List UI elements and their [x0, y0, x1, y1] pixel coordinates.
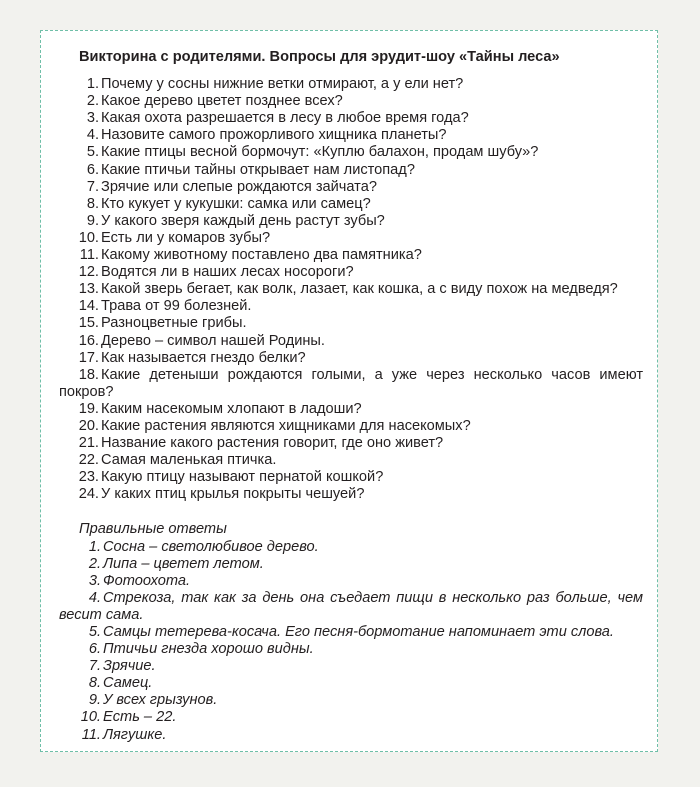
question-text: Самая маленькая птичка. [101, 452, 277, 469]
answer-item [59, 641, 643, 658]
answer-text: Самцы тетерева-косача. Его песня-бормотание напоминает эти слова. [103, 624, 614, 640]
answer-item [59, 727, 643, 744]
answer-item [59, 573, 643, 590]
question-text: Какие детеныши рождаются голыми, а уже через несколько часов имеют покров? [59, 366, 643, 400]
answer-number: 7. [88, 658, 101, 675]
question-text: Назовите самого прожорливого хищника планеты? [101, 127, 447, 144]
question-item [59, 435, 643, 452]
question-number: 24. [78, 486, 99, 503]
answer-text: Есть – 22. [103, 709, 177, 726]
question-item [59, 110, 643, 127]
question-text: Какие птицы весной бормочут: «Куплю балахон, продам шубу»? [101, 144, 539, 161]
question-number: 10. [78, 229, 99, 246]
question-number: 1. [86, 76, 99, 93]
answer-item [59, 675, 643, 692]
question-text: Зрячие или слепые рождаются зайчата? [101, 178, 377, 195]
question-number: 23. [78, 469, 99, 486]
answer-item [59, 539, 643, 556]
question-text: Какую птицу называют пернатой кошкой? [101, 469, 384, 486]
answer-item [59, 692, 643, 709]
question-text: Есть ли у комаров зубы? [101, 229, 271, 246]
question-text: Почему у сосны нижние ветки отмирают, а у ели нет? [101, 76, 464, 93]
question-number: 15. [78, 315, 99, 332]
question-item [59, 298, 643, 315]
question-item [59, 401, 643, 418]
answer-text: У всех грызунов. [103, 692, 218, 709]
answer-number: 5. [88, 624, 101, 640]
question-text: Дерево – символ нашей Родины. [101, 332, 325, 349]
question-text: Какая охота разрешается в лесу в любое время года? [101, 110, 469, 127]
question-item [59, 76, 643, 93]
question-number: 7. [86, 178, 99, 195]
answer-text: Лягушке. [103, 726, 167, 743]
question-number: 6. [86, 161, 99, 178]
answer-number: 11. [81, 726, 101, 743]
question-text: Кто кукует у кукушки: самка или самец? [101, 195, 371, 212]
question-number: 8. [86, 195, 99, 212]
question-item [59, 350, 643, 367]
question-text: Какому животному поставлено два памятника? [101, 247, 422, 264]
answer-text: Сосна – светолюбивое дерево. [103, 538, 319, 555]
questions-list [59, 76, 643, 503]
question-number: 17. [78, 349, 99, 366]
answers-heading: Правильные ответы [79, 521, 227, 538]
question-number: 18. [78, 366, 99, 383]
question-number: 22. [78, 452, 99, 469]
question-item [59, 486, 643, 503]
question-number: 5. [86, 144, 99, 161]
question-item [59, 469, 643, 486]
question-number: 4. [86, 127, 99, 144]
answer-number: 4. [88, 589, 101, 606]
question-number: 12. [78, 264, 99, 281]
answers-section [59, 521, 643, 743]
question-number: 9. [86, 212, 99, 229]
answer-number: 6. [88, 641, 101, 658]
question-text: Какие птичьи тайны открывает нам листопад? [101, 161, 415, 178]
question-item [59, 196, 643, 213]
answer-text: Липа – цветет летом. [103, 555, 264, 572]
answer-number: 9. [88, 692, 101, 709]
question-item [59, 418, 643, 435]
question-text: Какие растения являются хищниками для насекомых? [101, 417, 471, 434]
question-number: 20. [78, 417, 99, 434]
question-text: Какой зверь бегает, как волк, лазает, как кошка, а с виду похож на медведя? [101, 281, 618, 298]
answer-item [59, 590, 643, 624]
question-item [59, 264, 643, 281]
answer-text: Самец. [103, 675, 153, 692]
question-item [59, 315, 643, 332]
question-text: Разноцветные грибы. [101, 315, 247, 332]
question-item [59, 367, 643, 401]
question-number: 16. [78, 332, 99, 349]
question-number: 21. [78, 435, 99, 452]
question-text: Каким насекомым хлопают в ладоши? [101, 400, 362, 417]
question-item [59, 230, 643, 247]
quiz-card [40, 30, 658, 752]
quiz-content [59, 49, 643, 744]
question-item [59, 179, 643, 196]
question-item [59, 333, 643, 350]
question-number: 11. [79, 247, 99, 264]
question-text: У каких птиц крылья покрыты чешуей? [101, 486, 365, 503]
answer-item [59, 658, 643, 675]
answer-item [59, 709, 643, 726]
question-text: У какого зверя каждый день растут зубы? [101, 212, 385, 229]
question-item [59, 452, 643, 469]
question-item [59, 213, 643, 230]
question-item [59, 93, 643, 110]
answer-text: Стрекоза, так как за день она съедает пищи в несколько раз больше, чем весит сама. [59, 589, 643, 623]
question-text: Как называется гнездо белки? [101, 349, 306, 366]
answer-number: 1. [88, 538, 101, 555]
answer-text: Фотоохота. [103, 572, 191, 589]
question-item [59, 247, 643, 264]
answer-number: 8. [88, 675, 101, 692]
question-item [59, 162, 643, 179]
answer-number: 3. [88, 572, 101, 589]
question-text: Водятся ли в наших лесах носороги? [101, 264, 354, 281]
answer-number: 2. [88, 555, 101, 572]
answer-text: Птичьи гнезда хорошо видны. [103, 641, 314, 658]
question-number: 2. [86, 93, 99, 110]
page-title: Викторина с родителями. Вопросы для эрудит-шоу «Тайны леса» [79, 49, 560, 65]
answer-text: Зрячие. [103, 658, 156, 675]
answer-item [59, 624, 643, 641]
question-item [59, 144, 643, 161]
question-number: 19. [78, 400, 99, 417]
question-item [59, 281, 643, 298]
question-number: 14. [78, 298, 99, 315]
question-text: Трава от 99 болезней. [101, 298, 252, 315]
question-text: Название какого растения говорит, где оно живет? [101, 435, 444, 452]
question-text: Какое дерево цветет позднее всех? [101, 93, 343, 110]
answer-number: 10. [80, 709, 101, 726]
question-item [59, 127, 643, 144]
question-number: 3. [86, 110, 99, 127]
answer-item [59, 556, 643, 573]
question-number: 13. [78, 281, 99, 298]
